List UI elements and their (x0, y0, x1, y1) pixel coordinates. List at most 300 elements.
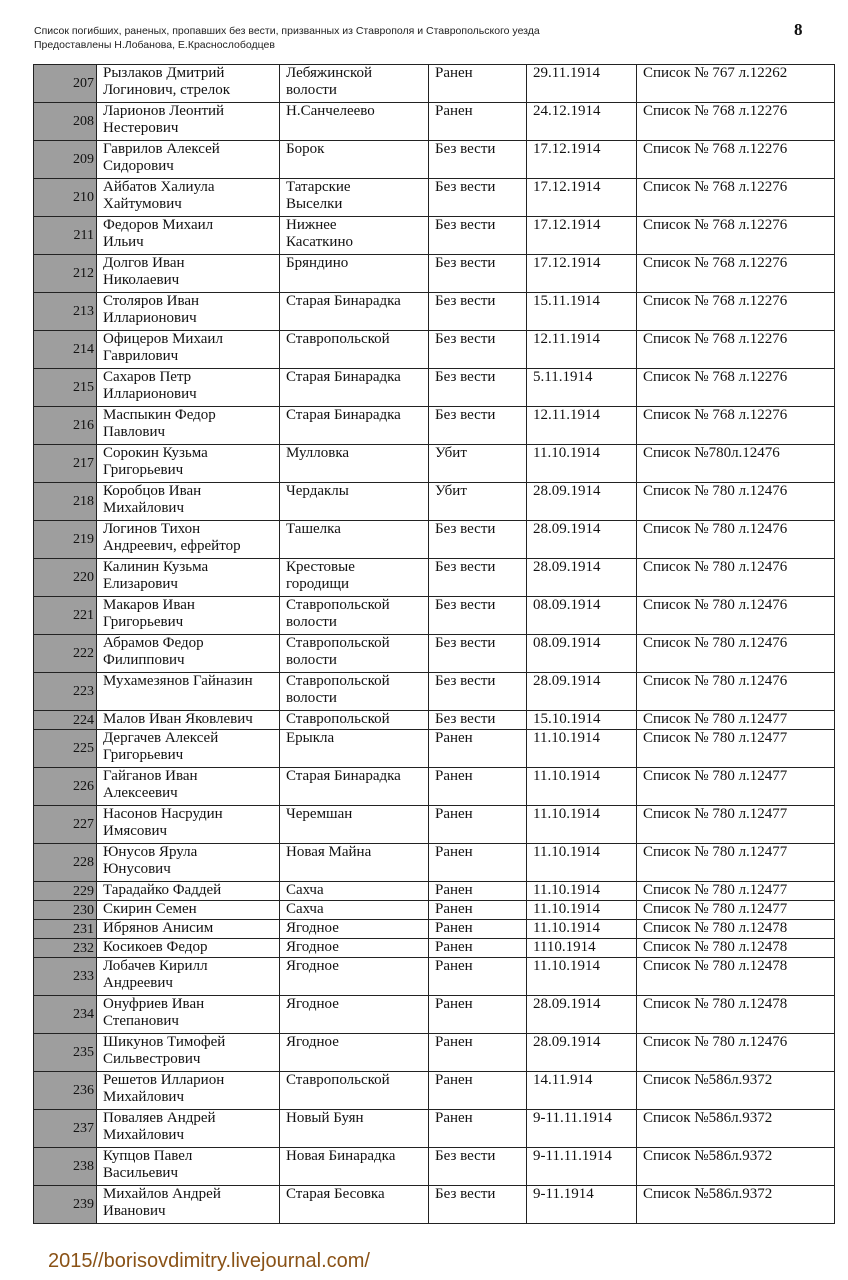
place-line: Ставропольской (286, 711, 390, 727)
place-line: Черемшан (286, 806, 353, 822)
name-line: Михайлов Андрей (103, 1186, 221, 1202)
table-row (34, 711, 835, 730)
name-line: Григорьевич (103, 462, 184, 478)
name-line: Сахаров Петр (103, 369, 192, 385)
row-number-cell: 232 (34, 939, 97, 958)
name-line: Филиппович (103, 652, 185, 668)
table-row (34, 673, 835, 711)
row-number-cell: 208 (34, 103, 97, 141)
name-cell (97, 901, 280, 920)
name-line: Нестерович (103, 120, 179, 136)
row-number-cell: 233 (34, 958, 97, 996)
name-line: Столяров Иван (103, 293, 200, 309)
name-cell (97, 996, 280, 1034)
source-url: 2015//borisovdimitry.livejournal.com/ (48, 1250, 370, 1272)
name-line: Гаврилович (103, 348, 179, 364)
name-line: Илларионович (103, 386, 197, 402)
document-title: Список погибших, раненых, пропавших без вести, призванных из Ставрополя и Ставропольского уезда (34, 25, 540, 37)
name-line: Тарадайко Фаддей (103, 882, 222, 898)
name-line: Юнусов Ярула (103, 844, 198, 860)
status-cell: Убит (429, 483, 527, 521)
place-cell (280, 331, 429, 369)
table-row (34, 65, 835, 103)
name-line: Иванович (103, 1203, 166, 1219)
name-cell (97, 1186, 280, 1224)
place-line: Старая Бинарадка (286, 293, 401, 309)
name-line: Елизарович (103, 576, 178, 592)
row-number-cell: 239 (34, 1186, 97, 1224)
place-line: Старая Бинарадка (286, 768, 401, 784)
status-cell: Убит (429, 445, 527, 483)
table-row (34, 939, 835, 958)
place-line: Ерыкла (286, 730, 335, 746)
place-line: Сахча (286, 882, 324, 898)
list-cell: Список № 780 л.12478 (637, 939, 835, 958)
place-cell (280, 597, 429, 635)
name-cell (97, 768, 280, 806)
row-number-cell: 237 (34, 1110, 97, 1148)
table-row (34, 1186, 835, 1224)
status-cell: Без вести (429, 141, 527, 179)
date-cell: 28.09.1914 (527, 483, 637, 521)
place-line: Бряндино (286, 255, 349, 271)
name-line: Онуфриев Иван (103, 996, 205, 1012)
table-row (34, 1072, 835, 1110)
place-cell (280, 407, 429, 445)
name-line: Павлович (103, 424, 166, 440)
status-cell: Без вести (429, 521, 527, 559)
status-cell: Без вести (429, 559, 527, 597)
place-line: Старая Бинарадка (286, 369, 401, 385)
list-cell: Список № 768 л.12276 (637, 103, 835, 141)
name-cell (97, 559, 280, 597)
row-number-cell: 222 (34, 635, 97, 673)
table-row (34, 293, 835, 331)
document-credits: Предоставлены Н.Лобанова, Е.Краснослободцев (34, 39, 275, 51)
place-line: Ташелка (286, 521, 341, 537)
name-line: Михайлович (103, 500, 184, 516)
row-number-cell: 236 (34, 1072, 97, 1110)
place-cell (280, 730, 429, 768)
place-cell (280, 65, 429, 103)
date-cell: 28.09.1914 (527, 559, 637, 597)
place-line: Ягодное (286, 958, 339, 974)
table-row (34, 331, 835, 369)
table-row (34, 1034, 835, 1072)
status-cell: Ранен (429, 901, 527, 920)
name-line: Имясович (103, 823, 168, 839)
place-line: Старая Бинарадка (286, 407, 401, 423)
date-cell: 28.09.1914 (527, 996, 637, 1034)
list-cell: Список № 780 л.12478 (637, 958, 835, 996)
name-cell (97, 730, 280, 768)
row-number-cell: 238 (34, 1148, 97, 1186)
place-cell (280, 1110, 429, 1148)
list-cell: Список № 780 л.12477 (637, 711, 835, 730)
status-cell: Ранен (429, 1072, 527, 1110)
name-cell (97, 806, 280, 844)
name-cell (97, 179, 280, 217)
place-line: волости (286, 690, 337, 706)
status-cell: Ранен (429, 768, 527, 806)
date-cell: 08.09.1914 (527, 597, 637, 635)
name-line: Маспыкин Федор (103, 407, 216, 423)
list-cell: Список № 780 л.12478 (637, 920, 835, 939)
table-row (34, 407, 835, 445)
row-number-cell: 235 (34, 1034, 97, 1072)
place-cell (280, 369, 429, 407)
date-cell: 11.10.1914 (527, 844, 637, 882)
name-cell (97, 65, 280, 103)
place-line: Чердаклы (286, 483, 349, 499)
table-row (34, 255, 835, 293)
place-line: Татарские (286, 179, 351, 195)
row-number-cell: 234 (34, 996, 97, 1034)
place-line: Нижнее (286, 217, 337, 233)
row-number-cell: 226 (34, 768, 97, 806)
place-cell (280, 1072, 429, 1110)
list-cell: Список № 780 л.12476 (637, 483, 835, 521)
table-row (34, 635, 835, 673)
row-number-cell: 213 (34, 293, 97, 331)
status-cell: Без вести (429, 293, 527, 331)
name-cell (97, 673, 280, 711)
place-line: Выселки (286, 196, 343, 212)
status-cell: Ранен (429, 939, 527, 958)
name-cell (97, 141, 280, 179)
name-line: Сидорович (103, 158, 174, 174)
name-line: Николаевич (103, 272, 180, 288)
list-cell: Список № 768 л.12276 (637, 255, 835, 293)
date-cell: 12.11.1914 (527, 407, 637, 445)
status-cell: Без вести (429, 635, 527, 673)
row-number-cell: 210 (34, 179, 97, 217)
date-cell: 28.09.1914 (527, 1034, 637, 1072)
place-line: Старая Бесовка (286, 1186, 385, 1202)
list-cell: Список № 768 л.12276 (637, 217, 835, 255)
status-cell: Без вести (429, 407, 527, 445)
date-cell: 15.10.1914 (527, 711, 637, 730)
place-line: Ягодное (286, 996, 339, 1012)
name-line: Алексеевич (103, 785, 178, 801)
place-cell (280, 1148, 429, 1186)
date-cell: 9-11.1914 (527, 1186, 637, 1224)
place-cell (280, 711, 429, 730)
date-cell: 9-11.11.1914 (527, 1148, 637, 1186)
date-cell: 24.12.1914 (527, 103, 637, 141)
list-cell: Список № 768 л.12276 (637, 141, 835, 179)
table-row (34, 1110, 835, 1148)
name-line: Федоров Михаил (103, 217, 214, 233)
name-cell (97, 711, 280, 730)
place-cell (280, 673, 429, 711)
list-cell: Список № 768 л.12276 (637, 369, 835, 407)
status-cell: Без вести (429, 673, 527, 711)
status-cell: Ранен (429, 920, 527, 939)
list-cell: Список № 780 л.12477 (637, 730, 835, 768)
name-cell (97, 521, 280, 559)
status-cell: Ранен (429, 806, 527, 844)
place-cell (280, 901, 429, 920)
table-row (34, 179, 835, 217)
table-body (34, 65, 835, 1224)
list-cell: Список № 780 л.12476 (637, 1034, 835, 1072)
date-cell: 5.11.1914 (527, 369, 637, 407)
place-cell (280, 996, 429, 1034)
list-cell: Список № 768 л.12276 (637, 179, 835, 217)
name-line: Долгов Иван (103, 255, 185, 271)
row-number-cell: 218 (34, 483, 97, 521)
status-cell: Без вести (429, 369, 527, 407)
status-cell: Ранен (429, 65, 527, 103)
name-cell (97, 407, 280, 445)
name-cell (97, 920, 280, 939)
name-line: Сорокин Кузьма (103, 445, 208, 461)
name-line: Айбатов Халиула (103, 179, 215, 195)
date-cell: 11.10.1914 (527, 445, 637, 483)
table-row (34, 445, 835, 483)
place-cell (280, 1186, 429, 1224)
row-number-cell: 221 (34, 597, 97, 635)
list-cell: Список № 780 л.12477 (637, 844, 835, 882)
name-line: Васильевич (103, 1165, 178, 1181)
status-cell: Ранен (429, 1034, 527, 1072)
page-number: 8 (794, 20, 803, 39)
name-line: Логинов Тихон (103, 521, 201, 537)
name-line: Насонов Насрудин (103, 806, 223, 822)
name-line: Купцов Павел (103, 1148, 193, 1164)
name-line: Абрамов Федор (103, 635, 204, 651)
status-cell: Ранен (429, 1110, 527, 1148)
date-cell: 17.12.1914 (527, 179, 637, 217)
table-row (34, 806, 835, 844)
place-line: городищи (286, 576, 350, 592)
date-cell: 15.11.1914 (527, 293, 637, 331)
table-row (34, 1148, 835, 1186)
name-line: Сильвестрович (103, 1051, 201, 1067)
table-row (34, 141, 835, 179)
name-line: Ильич (103, 234, 144, 250)
status-cell: Ранен (429, 958, 527, 996)
row-number-cell: 215 (34, 369, 97, 407)
date-cell: 11.10.1914 (527, 806, 637, 844)
status-cell: Без вести (429, 217, 527, 255)
row-number-cell: 219 (34, 521, 97, 559)
row-number-cell: 212 (34, 255, 97, 293)
date-cell: 17.12.1914 (527, 217, 637, 255)
date-cell: 1110.1914 (527, 939, 637, 958)
place-line: Ягодное (286, 920, 339, 936)
table-row (34, 483, 835, 521)
name-line: Макаров Иван (103, 597, 195, 613)
place-line: Крестовые (286, 559, 355, 575)
date-cell: 28.09.1914 (527, 673, 637, 711)
table-row (34, 920, 835, 939)
row-number-cell: 217 (34, 445, 97, 483)
name-cell (97, 1110, 280, 1148)
name-cell (97, 217, 280, 255)
name-line: Решетов Илларион (103, 1072, 225, 1088)
name-cell (97, 882, 280, 901)
row-number-cell: 225 (34, 730, 97, 768)
name-line: Косикоев Федор (103, 939, 208, 955)
place-cell (280, 521, 429, 559)
place-line: Новая Майна (286, 844, 372, 860)
date-cell: 11.10.1914 (527, 768, 637, 806)
name-line: Ибрянов Анисим (103, 920, 214, 936)
table-row (34, 103, 835, 141)
row-number-cell: 214 (34, 331, 97, 369)
place-line: Новый Буян (286, 1110, 364, 1126)
name-line: Гайганов Иван (103, 768, 198, 784)
row-number-cell: 223 (34, 673, 97, 711)
name-cell (97, 255, 280, 293)
status-cell: Ранен (429, 730, 527, 768)
name-line: Лобачев Кирилл (103, 958, 208, 974)
name-cell (97, 844, 280, 882)
place-cell (280, 635, 429, 673)
row-number-cell: 228 (34, 844, 97, 882)
casualty-table (33, 64, 835, 1224)
list-cell: Список № 780 л.12477 (637, 901, 835, 920)
list-cell: Список №586л.9372 (637, 1110, 835, 1148)
row-number-cell: 224 (34, 711, 97, 730)
name-cell (97, 939, 280, 958)
place-cell (280, 958, 429, 996)
place-line: Ставропольской (286, 1072, 390, 1088)
place-cell (280, 217, 429, 255)
date-cell: 11.10.1914 (527, 730, 637, 768)
place-cell (280, 103, 429, 141)
date-cell: 28.09.1914 (527, 521, 637, 559)
name-line: Логинович, стрелок (103, 82, 230, 98)
status-cell: Без вести (429, 597, 527, 635)
place-line: Н.Санчелеево (286, 103, 375, 119)
name-line: Поваляев Андрей (103, 1110, 216, 1126)
place-cell (280, 882, 429, 901)
list-cell: Список № 780 л.12478 (637, 996, 835, 1034)
name-line: Шикунов Тимофей (103, 1034, 226, 1050)
list-cell: Список №586л.9372 (637, 1148, 835, 1186)
list-cell: Список № 780 л.12477 (637, 882, 835, 901)
place-line: Мулловка (286, 445, 350, 461)
name-cell (97, 597, 280, 635)
list-cell: Список № 768 л.12276 (637, 293, 835, 331)
place-cell (280, 939, 429, 958)
list-cell: Список № 780 л.12476 (637, 559, 835, 597)
place-cell (280, 806, 429, 844)
date-cell: 11.10.1914 (527, 882, 637, 901)
name-line: Дергачев Алексей (103, 730, 219, 746)
name-cell (97, 1072, 280, 1110)
row-number-cell: 211 (34, 217, 97, 255)
date-cell: 9-11.11.1914 (527, 1110, 637, 1148)
place-line: Ставропольской (286, 597, 390, 613)
name-cell (97, 103, 280, 141)
list-cell: Список № 780 л.12477 (637, 768, 835, 806)
name-line: Михайлович (103, 1127, 184, 1143)
row-number-cell: 220 (34, 559, 97, 597)
name-line: Калинин Кузьма (103, 559, 209, 575)
date-cell: 08.09.1914 (527, 635, 637, 673)
name-cell (97, 331, 280, 369)
row-number-cell: 230 (34, 901, 97, 920)
place-line: Ставропольской (286, 673, 390, 689)
name-line: Степанович (103, 1013, 179, 1029)
status-cell: Ранен (429, 103, 527, 141)
table-row (34, 559, 835, 597)
status-cell: Без вести (429, 1186, 527, 1224)
status-cell: Без вести (429, 179, 527, 217)
date-cell: 11.10.1914 (527, 958, 637, 996)
place-cell (280, 445, 429, 483)
name-line: Ларионов Леонтий (103, 103, 225, 119)
date-cell: 17.12.1914 (527, 255, 637, 293)
place-cell (280, 1034, 429, 1072)
row-number-cell: 207 (34, 65, 97, 103)
name-line: Илларионович (103, 310, 197, 326)
place-line: Ягодное (286, 939, 339, 955)
list-cell: Список № 780 л.12476 (637, 597, 835, 635)
place-line: Борок (286, 141, 325, 157)
list-cell: Список № 767 л.12262 (637, 65, 835, 103)
date-cell: 11.10.1914 (527, 920, 637, 939)
name-line: Григорьевич (103, 614, 184, 630)
place-line: Ягодное (286, 1034, 339, 1050)
status-cell: Ранен (429, 996, 527, 1034)
date-cell: 12.11.1914 (527, 331, 637, 369)
place-cell (280, 844, 429, 882)
table-row (34, 597, 835, 635)
status-cell: Ранен (429, 844, 527, 882)
place-cell (280, 920, 429, 939)
place-cell (280, 179, 429, 217)
name-line: Юнусович (103, 861, 171, 877)
name-line: Коробцов Иван (103, 483, 202, 499)
name-line: Малов Иван Яковлевич (103, 711, 253, 727)
name-cell (97, 293, 280, 331)
status-cell: Ранен (429, 882, 527, 901)
place-line: волости (286, 614, 337, 630)
name-cell (97, 958, 280, 996)
place-cell (280, 293, 429, 331)
name-cell (97, 483, 280, 521)
place-line: волости (286, 82, 337, 98)
table-row (34, 768, 835, 806)
list-cell: Список № 780 л.12477 (637, 806, 835, 844)
place-line: Ставропольской (286, 331, 390, 347)
name-cell (97, 635, 280, 673)
name-line: Хайтумович (103, 196, 182, 212)
table-row (34, 882, 835, 901)
name-line: Офицеров Михаил (103, 331, 223, 347)
list-cell: Список №586л.9372 (637, 1072, 835, 1110)
table-row (34, 730, 835, 768)
row-number-cell: 209 (34, 141, 97, 179)
name-line: Михайлович (103, 1089, 184, 1105)
place-line: волости (286, 652, 337, 668)
table-row (34, 901, 835, 920)
date-cell: 14.11.914 (527, 1072, 637, 1110)
name-cell (97, 445, 280, 483)
table-row (34, 958, 835, 996)
place-cell (280, 483, 429, 521)
name-line: Андреевич (103, 975, 173, 991)
place-cell (280, 559, 429, 597)
place-line: Новая Бинарадка (286, 1148, 396, 1164)
place-cell (280, 141, 429, 179)
place-line: Лебяжинской (286, 65, 373, 81)
